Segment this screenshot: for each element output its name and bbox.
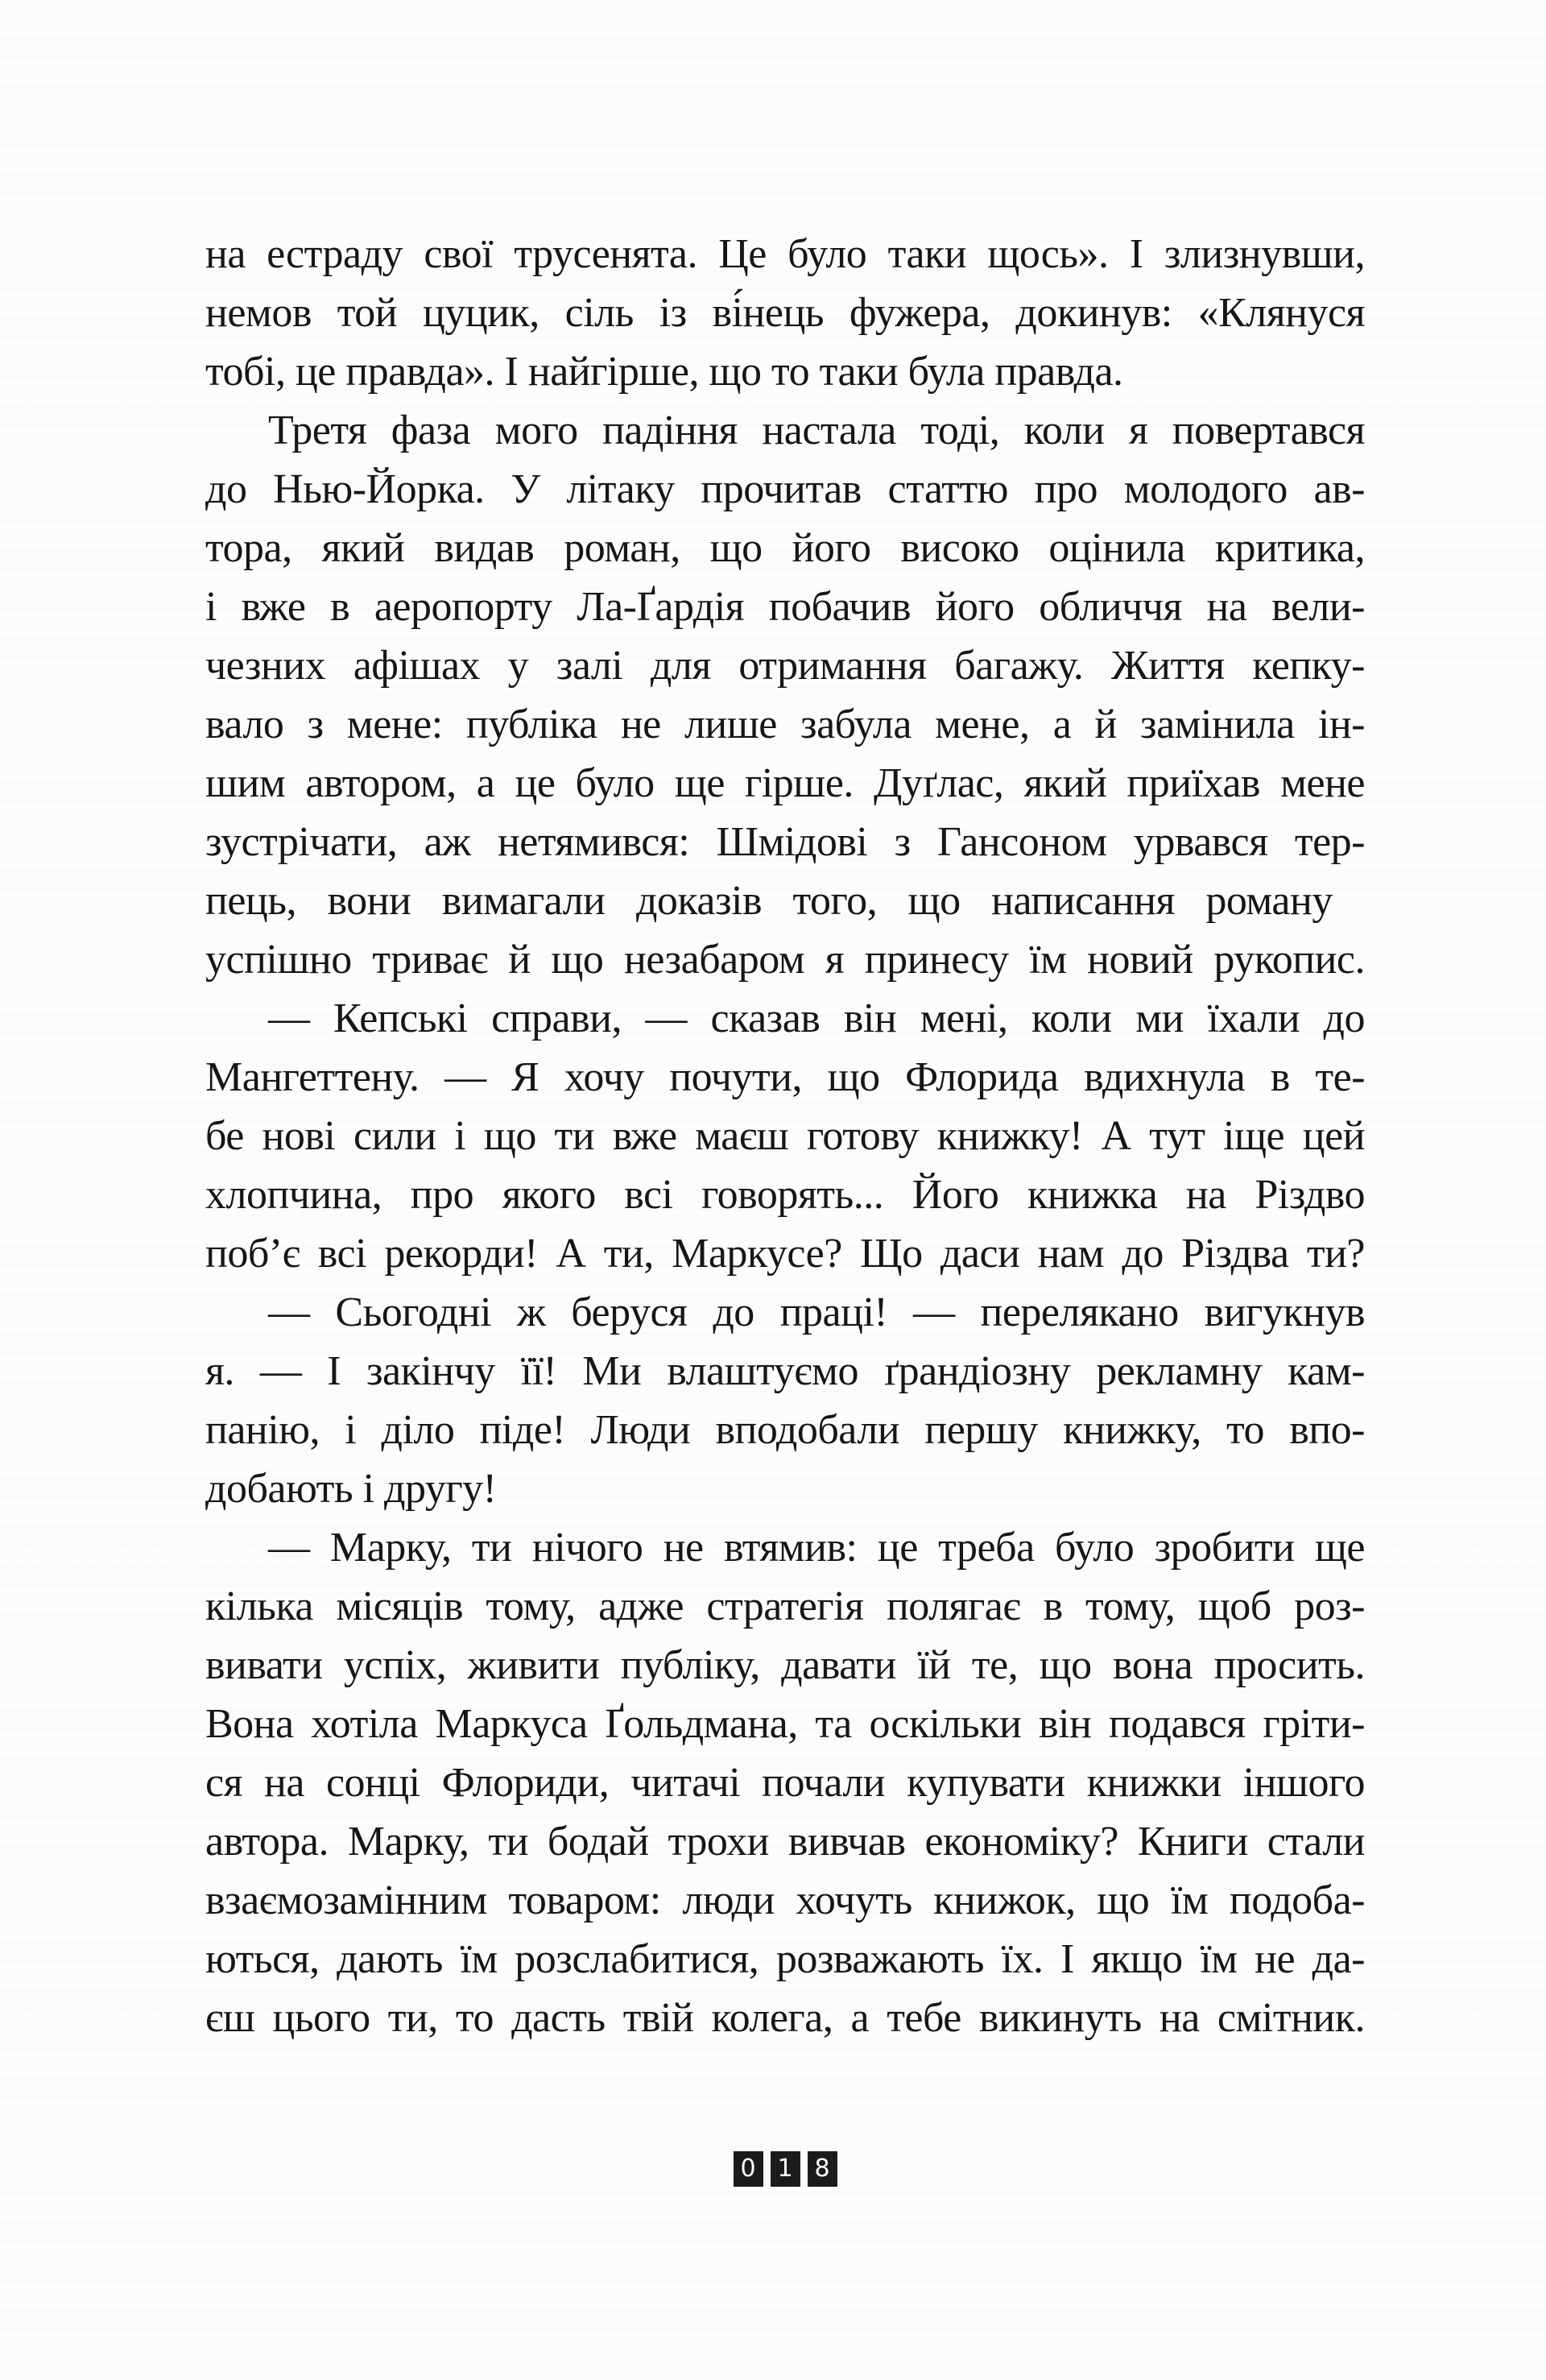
text-line-content: немов той цуцик, сіль із ві́нець фужера, докинув: «Клянуся: [205, 290, 1365, 336]
text-line-content: пець, вони вимагали доказів того, що написання роману: [205, 878, 1333, 924]
text-line: [205, 1224, 1365, 1283]
text-line-content: добають і другу!: [205, 1466, 497, 1512]
text-line-content: успішно триває й що незабаром я принесу їм новий рукопис.: [205, 937, 1365, 983]
text-line-content: Вона хотіла Маркуса Ґольдмана, та оскільки він подався гріти-: [205, 1701, 1365, 1747]
text-line: [205, 460, 1365, 519]
text-line-content: ся на сонці Флориди, читачі почали купувати книжки іншого: [205, 1760, 1365, 1806]
page-number: [205, 2151, 1365, 2187]
text-line-content: зустрічати, аж нетямився: Шмідові з Гансоном урвався тер-: [205, 819, 1365, 865]
text-line-content: автора. Марку, ти бодай трохи вивчав економіку? Книги стали: [205, 1819, 1365, 1865]
text-line-content: кілька місяців тому, адже стратегія полягає в тому, щоб роз-: [205, 1583, 1365, 1629]
text-line: [205, 1930, 1365, 1989]
text-line: [205, 519, 1365, 577]
text-line-content: тобі, це правда». І найгірше, що то таки була правда.: [205, 349, 1123, 395]
text-line: [205, 225, 1365, 284]
text-line-content: чезних афішах у залі для отримання багажу. Життя кепку-: [205, 643, 1365, 689]
text-line-content: на естраду свої трусенята. Це було таки щось». І злизнувши,: [205, 231, 1365, 277]
paragraph: [205, 1283, 1365, 1518]
paragraph: [205, 989, 1365, 1283]
text-line: [205, 1342, 1365, 1401]
text-line: [205, 1518, 1365, 1577]
text-line-content: — Марку, ти нічого не втямив: це треба було зробити ще: [268, 1525, 1365, 1571]
text-line: [205, 871, 1365, 930]
text-line-content: панію, і діло піде! Люди вподобали першу книжку, то впо-: [205, 1407, 1365, 1453]
text-line: [205, 695, 1365, 754]
text-line-content: поб’є всі рекорди! А ти, Маркусе? Що даси нам до Різдва ти?: [205, 1231, 1365, 1277]
text-line-content: я. — І закінчу її! Ми влаштуємо ґрандіозну рекламну кам-: [205, 1348, 1365, 1394]
text-line-content: і вже в аеропорту Ла-Ґардія побачив його обличчя на вели-: [205, 584, 1365, 630]
text-line: [205, 342, 1365, 401]
text-line: [205, 754, 1365, 813]
text-line: [205, 1165, 1365, 1224]
paragraph: [205, 225, 1365, 401]
page-number-digit: 8: [808, 2151, 837, 2187]
text-line-content: шим автором, а це було ще гірше. Дуґлас, який приїхав мене: [205, 760, 1365, 806]
text-line: [205, 1459, 1365, 1518]
text-line: [205, 1871, 1365, 1930]
paragraph: [205, 401, 1365, 989]
text-line: [205, 930, 1365, 989]
text-line: [205, 813, 1365, 871]
page-number-digit: 1: [771, 2151, 800, 2187]
text-line: [205, 1401, 1365, 1459]
text-line: [205, 1812, 1365, 1871]
text-line-content: бе нові сили і що ти вже маєш готову книжку! А тут іще цей: [205, 1113, 1365, 1159]
text-line: [205, 1989, 1365, 2047]
text-block: [205, 225, 1365, 2047]
text-line: [205, 577, 1365, 636]
text-line-content: Мангеттену. — Я хочу почути, що Флорида вдихнула в те-: [205, 1054, 1365, 1100]
text-line-content: — Сьогодні ж беруся до праці! — перелякано вигукнув: [268, 1289, 1365, 1335]
text-line: [205, 1048, 1365, 1107]
text-line: [205, 1636, 1365, 1695]
text-line-content: вивати успіх, живити публіку, давати їй те, що вона просить.: [205, 1642, 1365, 1688]
text-line-content: вало з мене: публіка не лише забула мене, а й замінила ін-: [205, 702, 1365, 747]
text-line: [205, 1107, 1365, 1165]
text-line-content: тора, який видав роман, що його високо оцінила критика,: [205, 525, 1365, 571]
text-line: [205, 401, 1365, 460]
text-line: [205, 1695, 1365, 1753]
text-line: [205, 989, 1365, 1048]
text-line-content: взаємозамінним товаром: люди хочуть книжок, що їм подоба-: [205, 1877, 1365, 1923]
text-line-content: хлопчина, про якого всі говорять... Його книжка на Різдво: [205, 1172, 1365, 1218]
page-number-digit: 0: [734, 2151, 763, 2187]
text-line-content: — Кепські справи, — сказав він мені, коли ми їхали до: [268, 995, 1365, 1041]
paragraph: [205, 1518, 1365, 2047]
text-line-content: єш цього ти, то дасть твій колега, а тебе викинуть на смітник.: [205, 1995, 1365, 2041]
text-line: [205, 636, 1365, 695]
text-line: [205, 1577, 1365, 1636]
text-line: [205, 1283, 1365, 1342]
text-line: [205, 284, 1365, 342]
text-line: [205, 1753, 1365, 1812]
text-line-content: ються, дають їм розслабитися, розважають їх. І якщо їм не да-: [205, 1936, 1365, 1982]
text-line-content: Третя фаза мого падіння настала тоді, коли я повертався: [268, 408, 1365, 453]
text-line-content: до Нью-Йорка. У літаку прочитав статтю про молодого ав-: [205, 466, 1365, 512]
